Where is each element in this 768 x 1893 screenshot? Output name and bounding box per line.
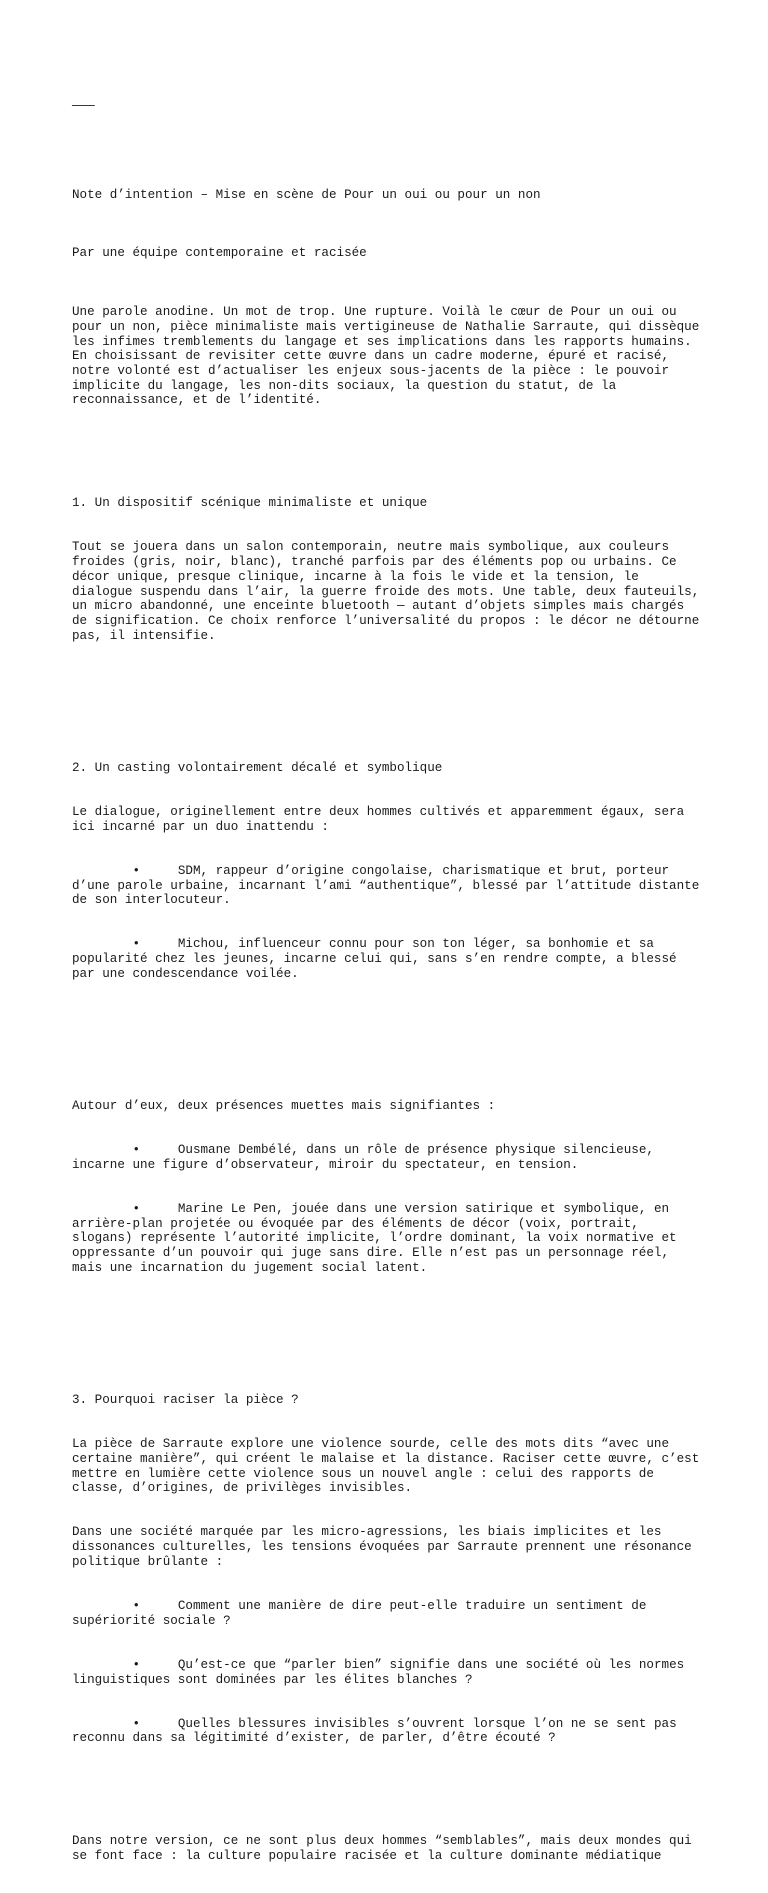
bullet-item: • Ousmane Dembélé, dans un rôle de présence physique silencieuse, incarne une figure d’observateur, miroir du spectateur, en tension.: [72, 1143, 662, 1172]
section-2-heading: 2. Un casting volontairement décalé et symbolique: [72, 760, 443, 775]
bullet-item: • SDM, rappeur d’origine congolaise, charismatique et brut, porteur d’une parole urbaine, incarnant l’ami “authentique”, blessé par l’attitude distante de son interlocuteur.: [72, 863, 707, 908]
bullet-marker: •: [132, 937, 141, 952]
closing-paragraph: Dans notre version, ce ne sont plus deux hommes “semblables”, mais deux mondes qui se font face : la culture populaire racisée et la culture dominante médiatique: [72, 1834, 700, 1863]
section-3-heading: 3. Pourquoi raciser la pièce ?: [72, 1393, 299, 1408]
section-2-silent-roles: [72, 1070, 700, 1305]
bullet-marker: •: [132, 1657, 141, 1672]
bullet-item: • Comment une manière de dire peut-elle traduire un sentiment de supériorité sociale ?: [72, 1599, 654, 1628]
section-1-body: Tout se jouera dans un salon contemporain, neutre mais symbolique, aux couleurs froides (gris, noir, blanc), tranché parfois par des éléments pop ou urbains. Ce décor unique, presque clinique, incarne à la fois le vide et la tension, le dialogue suspendu dans l’air, la guerre froide des mots. Une table, deux fauteuils, un micro abandonné, une enceinte bluetooth — autant d’objets simples mais chargés de signification. Ce choix renforce l’universalité du propos : le décor ne détourne pas, il intensifie.: [72, 540, 707, 643]
section-3-body-2: Dans une société marquée par les micro-agressions, les biais implicites et les dissonances culturelles, les tensions évoquées par Sarraute prennent une résonance politique brûlante :: [72, 1525, 700, 1569]
section-1: [72, 467, 707, 673]
spacer: [72, 144, 700, 159]
bullet-item: • Quelles blessures invisibles s’ouvrent lorsque l’on ne se sent pas reconnu dans sa légitimité d’exister, de parler, d’être écouté ?: [72, 1716, 685, 1746]
horizontal-rule: ———: [72, 99, 95, 114]
section-2-body-2: Autour d’eux, deux présences muettes mais signifiantes :: [72, 1099, 496, 1114]
section-2: [72, 732, 707, 1011]
document-page: [72, 70, 707, 1893]
document-subtitle: Par une équipe contemporaine et racisée: [72, 246, 367, 261]
bullet-item: • Michou, influenceur connu pour son ton léger, sa bonhomie et sa popularité chez les jeunes, incarne celui qui, sans s’en rendre compte, a blessé par une condescendance voilée.: [72, 937, 685, 981]
bullet-item: • Qu’est-ce que “parler bien” signifie dans une société où les normes linguistiques sont dominées par les élites blanches ?: [72, 1657, 692, 1687]
bullet-marker: •: [132, 1143, 141, 1158]
intro-paragraph: Une parole anodine. Un mot de trop. Une rupture. Voilà le cœur de Pour un oui ou pour un non, pièce minimaliste mais vertigineuse de Nathalie Sarraute, qui dissèque les infimes tremblements du langage et ses implications dans les rapports humains. En choisissant de revisiter cette œuvre dans un cadre moderne, épuré et racisé, notre volonté est d’actualiser les enjeux sous-jacents de la pièce : le pouvoir implicite du langage, les non-dits sociaux, la question du statut, de la reconnaissance, et de l’identité.: [72, 305, 707, 408]
bullet-marker: •: [132, 1202, 141, 1217]
document-title: Note d’intention – Mise en scène de Pour un oui ou pour un non: [72, 187, 541, 202]
section-1-heading: 1. Un dispositif scénique minimaliste et unique: [72, 496, 428, 511]
section-3-body: La pièce de Sarraute explore une violence sourde, celle des mots dits “avec une certaine manière”, qui créent le malaise et la distance. Raciser cette œuvre, c’est mettre en lumière cette violence sous un nouvel angle : celui des rapports de classe, d’origines, de privilèges invisibles.: [72, 1437, 707, 1496]
bullet-item: • Marine Le Pen, jouée dans une version satirique et symbolique, en arrière-plan projetée ou évoquée par des éléments de décor (voix, portrait, slogans) représente l’autorité implicite, l’ordre dominant, la voix normative et oppressante d’un pouvoir qui juge sans dire. Elle n’est pas un personnage réel, mais une incarnation du jugement social latent.: [72, 1202, 685, 1275]
bullet-marker: •: [132, 1716, 141, 1731]
bullet-marker: •: [132, 863, 141, 878]
bullet-marker: •: [132, 1599, 141, 1613]
section-3: [72, 1364, 707, 1776]
section-2-body: Le dialogue, originellement entre deux hommes cultivés et apparemment égaux, sera ici incarné par un duo inattendu :: [72, 805, 692, 834]
